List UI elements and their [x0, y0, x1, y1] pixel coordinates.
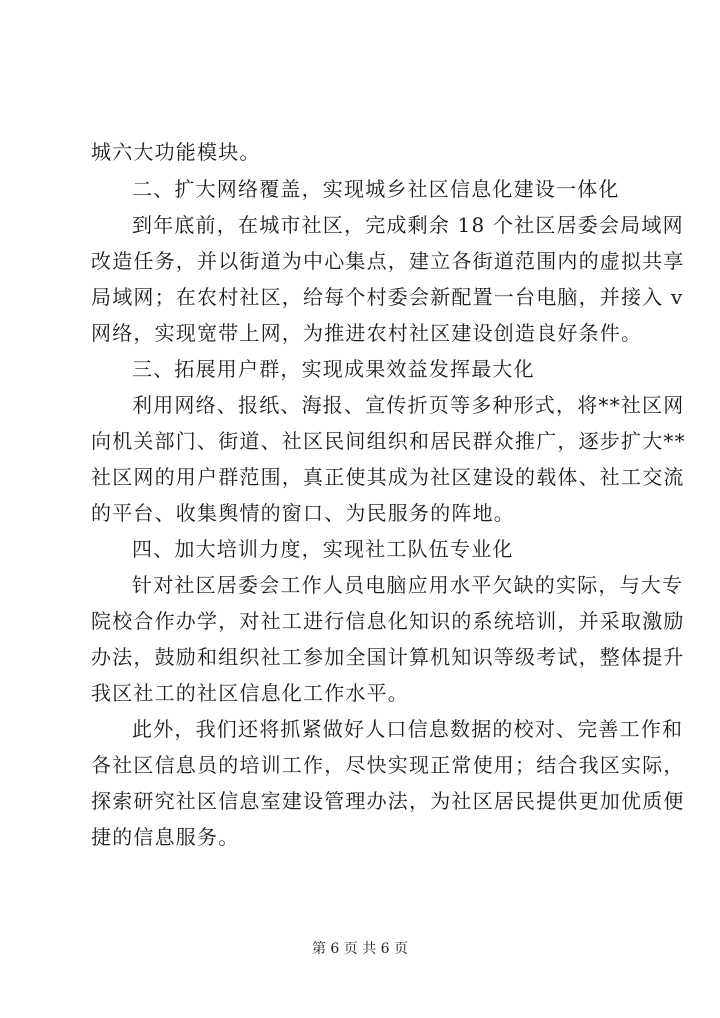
text-line: 院校合作办学，对社工进行信息化知识的系统培训，并采取激励 [91, 609, 685, 633]
text-line: 网络，实现宽带上网，为推进农村社区建设创造良好条件。 [91, 321, 643, 345]
text-line: 局域网；在农村社区，给每个村委会新配置一台电脑，并接入 v [91, 285, 684, 309]
text-line: 我区社工的社区信息化工作水平。 [91, 681, 409, 705]
text-line: 捷的信息服务。 [91, 825, 240, 849]
page-footer: 第 6 页 共 6 页 [311, 941, 409, 957]
text-line: 探索研究社区信息室建设管理办法，为社区居民提供更加优质便 [91, 789, 685, 813]
section-heading: 三、拓展用户群，实现成果效益发挥最大化 [132, 357, 535, 381]
text-line: 各社区信息员的培训工作，尽快实现正常使用；结合我区实际， [91, 753, 685, 777]
text-line: 社区网的用户群范围，真正使其成为社区建设的载体、社工交流 [91, 465, 685, 489]
text-line: 向机关部门、街道、社区民间组织和居民群众推广，逐步扩大** [91, 429, 686, 453]
section-heading: 二、扩大网络覆盖，实现城乡社区信息化建设一体化 [132, 177, 620, 201]
text-line: 利用网络、报纸、海报、宣传折页等多种形式，将**社区网 [132, 393, 685, 417]
text-line: 改造任务，并以街道为中心集点，建立各街道范围内的虚拟共享 [91, 249, 685, 273]
text-line: 办法，鼓励和组织社工参加全国计算机知识等级考试，整体提升 [91, 645, 685, 669]
text-line: 到年底前，在城市社区，完成剩余 18 个社区居委会局域网 [132, 213, 684, 237]
text-line: 的平台、收集舆情的窗口、为民服务的阵地。 [91, 501, 515, 525]
text-line: 针对社区居委会工作人员电脑应用水平欠缺的实际，与大专 [132, 573, 684, 597]
text-line: 此外，我们还将抓紧做好人口信息数据的校对、完善工作和 [132, 717, 684, 741]
section-heading: 四、加大培训力度，实现社工队伍专业化 [132, 537, 514, 561]
text-line: 城六大功能模块。 [91, 140, 261, 164]
